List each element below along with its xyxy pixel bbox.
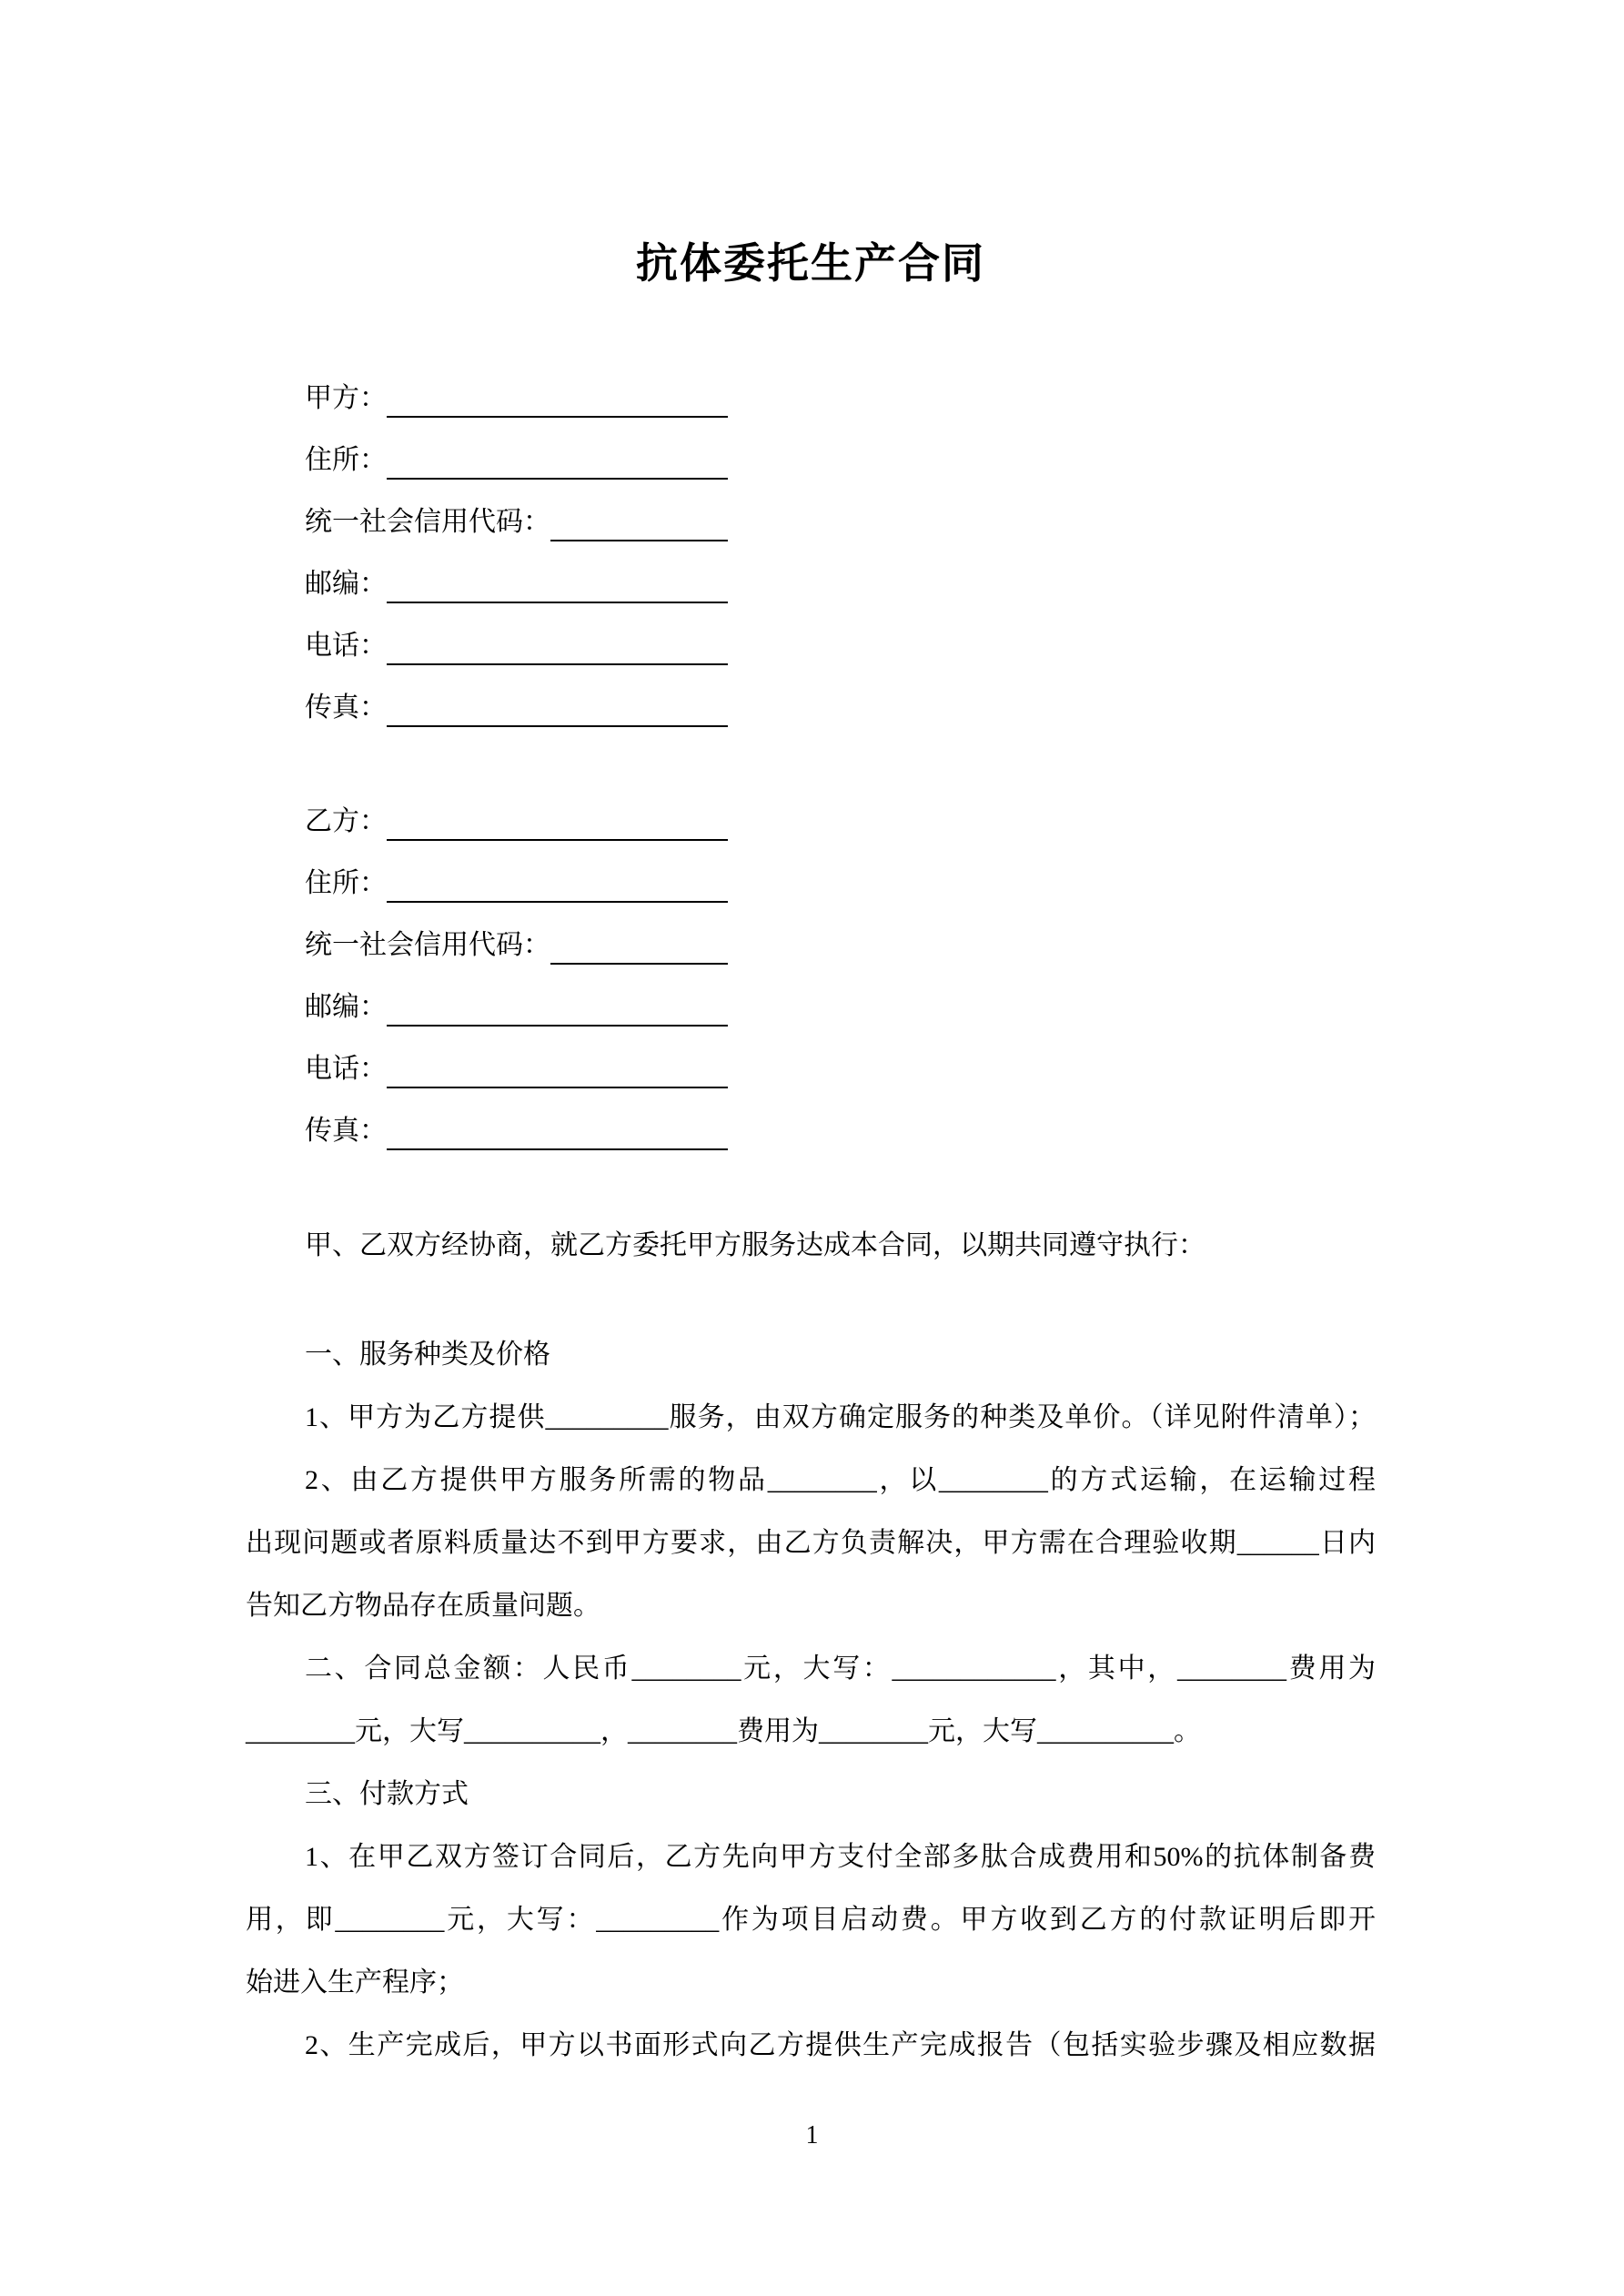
section-2-line-2: ________元，大写__________，________费用为________元，大写__________。 bbox=[246, 1716, 1201, 1746]
field-row-party-b-credit-code bbox=[305, 915, 728, 976]
field-row-party-a-address bbox=[305, 430, 728, 491]
clause-1-2-line-3: 告知乙方物品存在质量问题。 bbox=[246, 1591, 600, 1621]
field-row-party-b-name bbox=[305, 791, 728, 853]
contract-title: 抗体委托生产合同 bbox=[636, 240, 985, 287]
field-row-party-a-credit-code bbox=[305, 491, 728, 553]
party-a-block bbox=[246, 368, 1376, 739]
fill-in-blank[interactable] bbox=[387, 853, 728, 903]
field-label: 统一社会信用代码： bbox=[305, 507, 550, 537]
fill-in-blank[interactable] bbox=[387, 1038, 728, 1088]
field-label: 邮编： bbox=[305, 992, 387, 1022]
fill-in-blank[interactable] bbox=[550, 491, 728, 541]
field-label: 统一社会信用代码： bbox=[305, 930, 550, 960]
clause-1-1: 1、甲方为乙方提供_________服务，由双方确定服务的种类及单价。（详见附件清单）； bbox=[305, 1402, 1376, 1432]
field-row-party-a-fax bbox=[305, 677, 728, 739]
fill-in-blank[interactable] bbox=[387, 553, 728, 603]
preamble-line: 甲、乙双方经协商，就乙方委托甲方服务达成本合同，以期共同遵守执行： bbox=[305, 1230, 1205, 1260]
field-label: 传真： bbox=[305, 693, 387, 723]
document-body bbox=[246, 0, 1376, 2077]
field-label: 传真： bbox=[305, 1116, 387, 1146]
clause-1-2-line-1: 2、由乙方提供甲方服务所需的物品________，以________的方式运输，在运输过程 bbox=[305, 1465, 1376, 1495]
fill-in-blank[interactable] bbox=[387, 791, 728, 841]
field-label: 邮编： bbox=[305, 569, 387, 599]
section-2-line-1: 二、合同总金额：人民币________元，大写：____________，其中，________费用为 bbox=[305, 1654, 1376, 1684]
page-number: 1 bbox=[805, 2121, 819, 2149]
field-row-party-b-phone bbox=[305, 1038, 728, 1100]
fill-in-blank[interactable] bbox=[387, 430, 728, 480]
fill-in-blank[interactable] bbox=[550, 915, 728, 965]
clause-3-1-line-2: 用，即________元，大写：_________作为项目启动费。甲方收到乙方的付款证明后即开 bbox=[246, 1905, 1376, 1935]
section-1-heading: 一、服务种类及价格 bbox=[305, 1340, 550, 1370]
field-label: 住所： bbox=[305, 868, 387, 898]
party-b-block bbox=[246, 791, 1376, 1162]
fill-in-blank[interactable] bbox=[387, 368, 728, 418]
clause-3-2-line-1: 2、生产完成后，甲方以书面形式向乙方提供生产完成报告（包括实验步骤及相应数据 bbox=[305, 2030, 1376, 2060]
fill-in-blank[interactable] bbox=[387, 615, 728, 665]
clause-3-1-line-3: 始进入生产程序； bbox=[246, 1967, 464, 1998]
field-row-party-b-postcode bbox=[305, 976, 728, 1038]
field-label: 乙方： bbox=[305, 806, 387, 836]
section-3-heading: 三、付款方式 bbox=[305, 1779, 469, 1809]
fill-in-blank[interactable] bbox=[387, 1100, 728, 1150]
clause-3-1-line-1: 1、在甲乙双方签订合同后，乙方先向甲方支付全部多肽合成费用和50%的抗体制备费 bbox=[305, 1842, 1376, 1872]
field-label: 住所： bbox=[305, 445, 387, 475]
field-row-party-a-name bbox=[305, 368, 728, 430]
fill-in-blank[interactable] bbox=[387, 976, 728, 1027]
field-row-party-a-phone bbox=[305, 615, 728, 677]
field-label: 电话： bbox=[305, 631, 387, 661]
clause-1-2-line-2: 出现问题或者原料质量达不到甲方要求，由乙方负责解决，甲方需在合理验收期______日内 bbox=[246, 1528, 1376, 1558]
fill-in-blank[interactable] bbox=[387, 677, 728, 727]
contract-clauses bbox=[246, 1214, 1376, 2077]
field-label: 电话： bbox=[305, 1054, 387, 1084]
field-row-party-b-fax bbox=[305, 1100, 728, 1162]
field-row-party-b-address bbox=[305, 853, 728, 915]
field-label: 甲方： bbox=[305, 383, 387, 413]
field-row-party-a-postcode bbox=[305, 553, 728, 615]
